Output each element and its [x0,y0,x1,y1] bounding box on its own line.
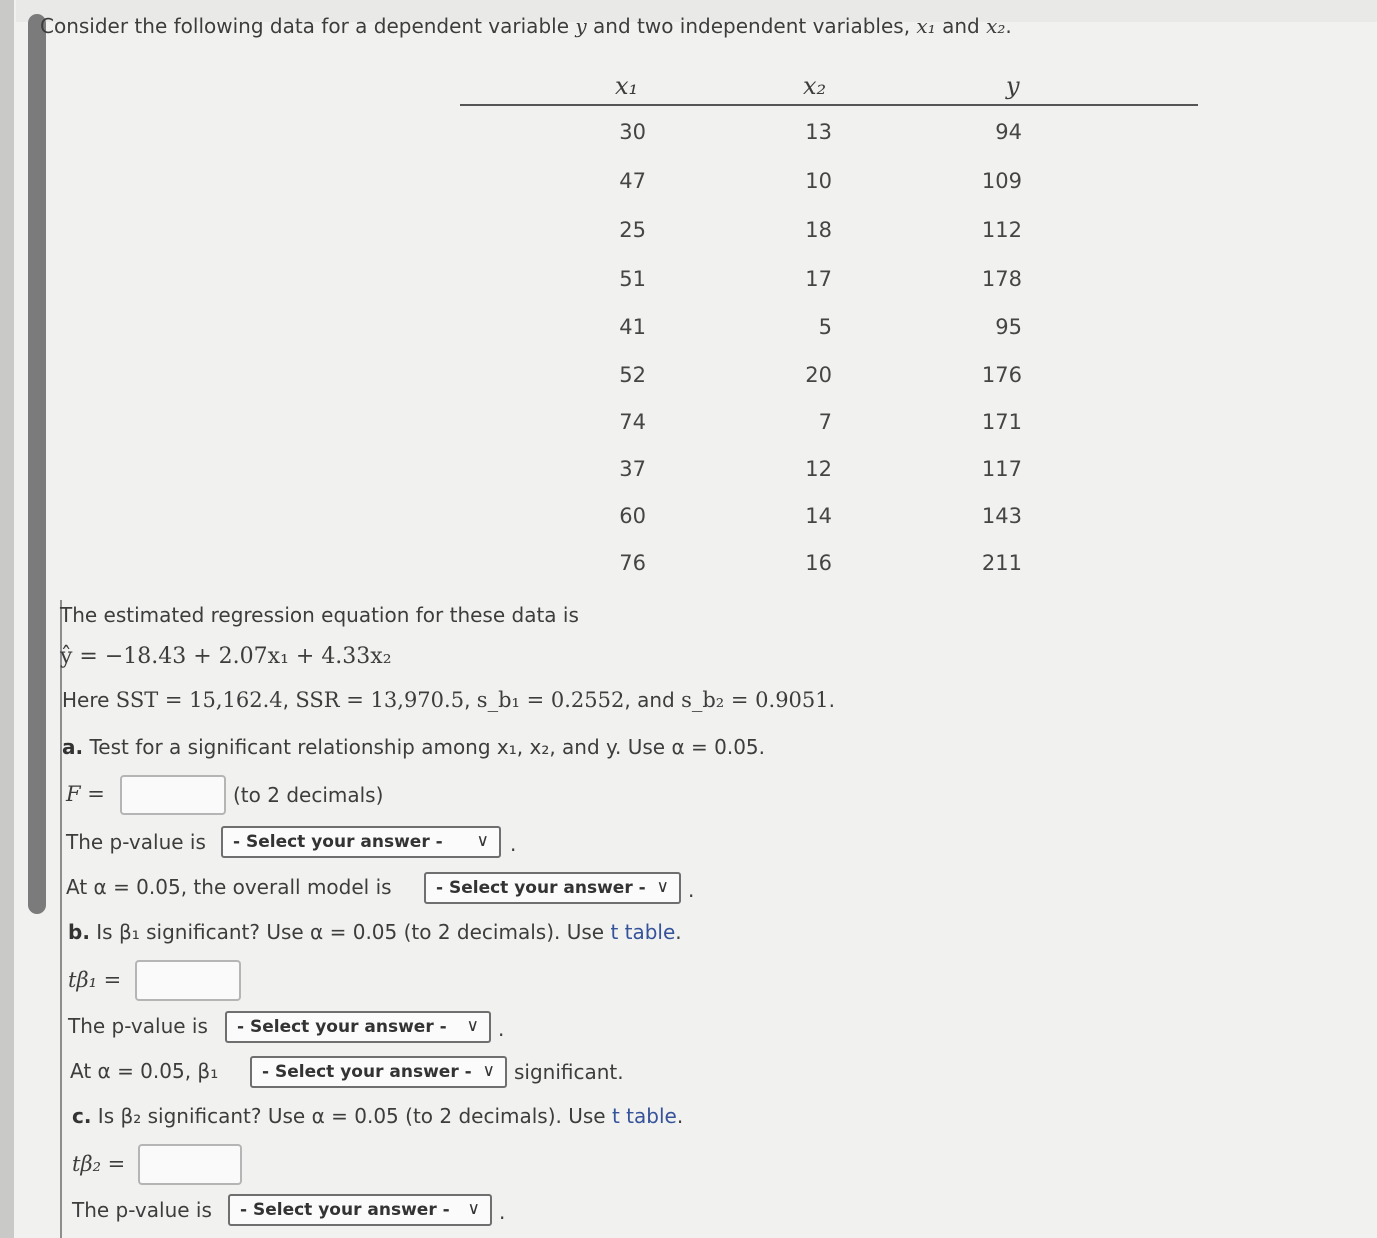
part-b-pvalue-label: The p-value is [68,1014,208,1038]
scrollbar[interactable] [28,14,46,914]
part-b-prompt [68,920,682,944]
part-a-text: Test for a significant relationship among x₁, x₂, and y. Use α = 0.05. [83,735,765,759]
part-b-sig-select[interactable] [250,1056,507,1088]
left-border [0,0,14,1238]
header-x2: x₂ [803,72,827,100]
intro-var-y: y [575,14,587,38]
chevron-down-icon: ∨ [476,831,489,851]
table-cell: 176 [981,363,1022,387]
f-input[interactable] [120,775,226,815]
table-cell: 60 [619,504,646,528]
intro-and: and [935,14,987,38]
header-rule [460,104,1198,106]
period: . [499,1200,506,1224]
table-cell: 178 [981,267,1022,291]
table-cell: 20 [805,363,832,387]
stats-end: . [828,688,836,712]
table-cell: 41 [619,315,646,339]
intro-end: . [1005,14,1012,38]
table-cell: 30 [619,120,646,144]
part-a-label: a. [62,735,84,759]
table-cell: 76 [619,551,646,575]
intro-text [40,14,1012,38]
table-cell: 17 [805,267,832,291]
intro-part-1: Consider the following data for a dependent variable [40,14,576,38]
chevron-down-icon: ∨ [482,1061,495,1081]
part-a-pvalue-label: The p-value is [66,830,206,854]
part-c-end: . [676,1104,684,1128]
period: . [510,832,517,856]
table-cell: 16 [805,551,832,575]
select-label: - Select your answer - [240,1200,450,1220]
header-x1: x₁ [615,72,639,100]
select-label: - Select your answer - [237,1017,447,1037]
t-beta2-input[interactable] [138,1144,242,1185]
stats-and: , and [624,688,682,712]
table-cell: 143 [981,504,1022,528]
table-cell: 74 [619,410,646,434]
period: . [498,1017,505,1041]
stat-sb2: s_b₂ = 0.9051 [681,688,829,712]
part-b-end: . [675,920,682,944]
table-cell: 14 [805,504,832,528]
table-cell: 5 [818,315,832,339]
table-cell: 94 [995,120,1022,144]
table-cell: 112 [981,218,1022,242]
f-label: F = [66,782,105,806]
part-a-pvalue-select[interactable] [221,826,501,858]
stat-sst: SST = 15,162.4 [115,688,283,712]
part-c-label: c. [72,1104,92,1128]
intro-part-2: and two independent variables, [586,14,917,38]
regression-intro: The estimated regression equation for these data is [60,603,579,627]
part-c-pvalue-select[interactable] [228,1194,492,1226]
table-cell: 52 [619,363,646,387]
table-cell: 13 [805,120,832,144]
part-a-model-label: At α = 0.05, the overall model is [66,875,392,899]
table-cell: 47 [619,169,646,193]
t-beta1-label: tβ₁ = [68,968,122,992]
part-b-t-table-link[interactable]: t table [610,920,676,944]
f-note: (to 2 decimals) [233,783,384,807]
table-cell: 18 [805,218,832,242]
chevron-down-icon: ∨ [467,1199,480,1219]
table-cell: 7 [818,410,832,434]
table-cell: 12 [805,457,832,481]
t-beta1-input[interactable] [135,960,241,1001]
part-c-text: Is β₂ significant? Use α = 0.05 (to 2 decimals). Use [91,1104,612,1128]
table-cell: 117 [981,457,1022,481]
regression-stats: Here SST = 15,162.4, SSR = 13,970.5, s_b₁ = 0.2552, and s_b₂ = 0.9051. [62,688,836,712]
chevron-down-icon: ∨ [656,877,669,897]
part-b-label: b. [68,920,90,944]
part-c-pvalue-label: The p-value is [72,1198,212,1222]
regression-equation: ŷ = −18.43 + 2.07x₁ + 4.33x₂ [60,644,392,669]
table-cell: 25 [619,218,646,242]
part-a-model-select[interactable] [424,872,681,904]
part-b-pvalue-select[interactable] [225,1011,491,1043]
intro-var-x2: x₂ [986,14,1006,38]
select-label: - Select your answer - [436,878,646,898]
part-c-prompt [72,1104,683,1128]
table-cell: 171 [981,410,1022,434]
table-cell: 109 [981,169,1022,193]
header-y: y [1006,72,1020,100]
part-b-sig-label: At α = 0.05, β₁ [70,1059,219,1083]
part-c-t-table-link[interactable]: t table [611,1104,677,1128]
period: . [688,878,695,902]
part-b-text: Is β₁ significant? Use α = 0.05 (to 2 decimals). Use [89,920,611,944]
table-cell: 51 [619,267,646,291]
select-label: - Select your answer - [262,1062,472,1082]
table-cell: 37 [619,457,646,481]
stats-here: Here [62,688,116,712]
chevron-down-icon: ∨ [466,1016,479,1036]
table-cell: 10 [805,169,832,193]
intro-var-x1: x₁ [916,14,936,38]
table-cell: 95 [995,315,1022,339]
part-b-sig-end: significant. [514,1060,624,1084]
stat-sb1: s_b₁ = 0.2552 [476,688,625,712]
select-label: - Select your answer - [233,832,443,852]
part-a-prompt [62,735,765,759]
t-beta2-label: tβ₂ = [72,1152,126,1176]
stat-ssr: SSR = 13,970.5 [295,688,465,712]
table-cell: 211 [981,551,1022,575]
